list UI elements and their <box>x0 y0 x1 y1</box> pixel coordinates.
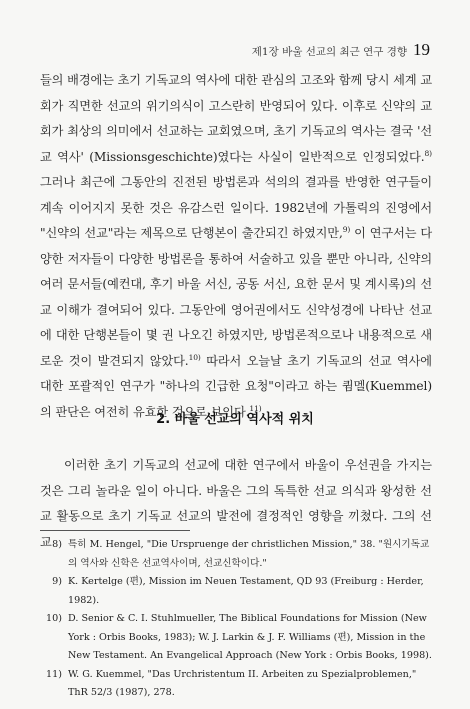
paragraph-text-4: 따라서 오늘날 초기 기독교의 선교 역사에 대한 포괄적인 연구가 "하나의 긴급한 요청"이라고 하는 큄멜(Kuemmel)의 판단은 여전히 유효한 것으로 보인다. <box>40 353 432 419</box>
paragraph-text-2: 그러나 최근에 그동안의 진전된 방법론과 석의의 결과를 반영한 연구들이 계속 이어지지 못한 것은 유감스런 일이다. 1982년에 가톨릭의 진영에서 "신약의 선교"라는 제목으로 단행본이 출간되긴 하였지만, <box>40 175 432 240</box>
main-paragraph <box>40 68 432 425</box>
footnote-ref-11[interactable]: 11) <box>249 403 262 413</box>
footnote-11 <box>40 666 432 703</box>
footnote-number: 9) <box>52 576 62 587</box>
paragraph-text-3: 이 연구서는 다양한 저자들이 다양한 방법론을 통하여 서술하고 있을 뿐만 아니라, 신약의 여러 문서들(예컨대, 후기 바울 서신, 공동 서신, 요한 문서 및 계시록)의 선교 이해가 결여되어 있다. 그동안에 영어권에서도 신약성경에 나타난 선교에 대한 단행본들이 몇 권 나오긴 하였지만, 방법론적으로나 내용적으로 새로운 것이 발견되지 않았다. <box>40 226 432 368</box>
footnote-text: K. Kertelge (편), Mission im Neuen Testament, QD 93 (Freiburg : Herder, 1982). <box>68 576 424 606</box>
footnote-text: 특히 M. Hengel, "Die Urspruenge der christlichen Mission," 38. "원시기독교의 역사와 신학은 선교역사이며, 선교신학이다." <box>68 539 430 569</box>
section-heading: 2. 바울 선교의 역사적 위치 <box>156 412 314 427</box>
footnote-number: 8) <box>52 539 62 550</box>
footnote-divider <box>40 530 190 531</box>
footnote-ref-10[interactable]: 10) <box>188 352 201 362</box>
footnotes <box>40 536 432 703</box>
footnote-ref-9[interactable]: 9) <box>342 225 351 234</box>
footnote-9 <box>40 573 432 610</box>
footnote-10 <box>40 610 432 666</box>
page-number: 19 <box>413 40 430 59</box>
footnote-text: D. Senior & C. I. Stuhlmueller, The Biblical Foundations for Mission (New York : Orbis Books, 1983); W. J. Larkin & J. F. Williams (편), Mission in the New Testament. An Evangelical Approach (New York : Orbis Books, 1998). <box>68 613 432 661</box>
footnote-number: 11) <box>46 668 62 680</box>
paragraph-text-1: 들의 배경에는 초기 기독교의 역사에 대한 관심의 고조와 함께 당시 세계 교회가 직면한 선교의 위기의식이 고스란히 반영되어 있다. 이후로 신약의 교회가 최상의 의미에서 선교하는 교회였으며, 초기 기독교의 역사는 결국 '선교 역사' (Missionsgeschichte)였다는 사실이 일반적으로 인정되었다. <box>40 73 432 164</box>
footnote-8 <box>40 536 432 573</box>
footnote-number: 10) <box>46 613 62 624</box>
running-header <box>252 40 430 60</box>
chapter-title: 제1장 바울 선교의 최근 연구 경향 <box>251 46 407 58</box>
section-text: 이러한 초기 기독교의 선교에 대한 연구에서 바울이 우선권을 가지는 것은 그리 놀라운 일이 아니다. 바울은 그의 독특한 선교 의식과 왕성한 선교 활동으로 초기 기독교 선교의 발전에 결정적인 영향을 끼쳤다. 그의 선교 <box>40 458 432 549</box>
footnote-ref-8[interactable]: 8) <box>424 148 432 158</box>
footnote-text: W. G. Kuemmel, "Das Urchristentum II. Arbeiten zu Spezialproblemen," ThR 52/3 (1987), 278. <box>68 668 417 698</box>
